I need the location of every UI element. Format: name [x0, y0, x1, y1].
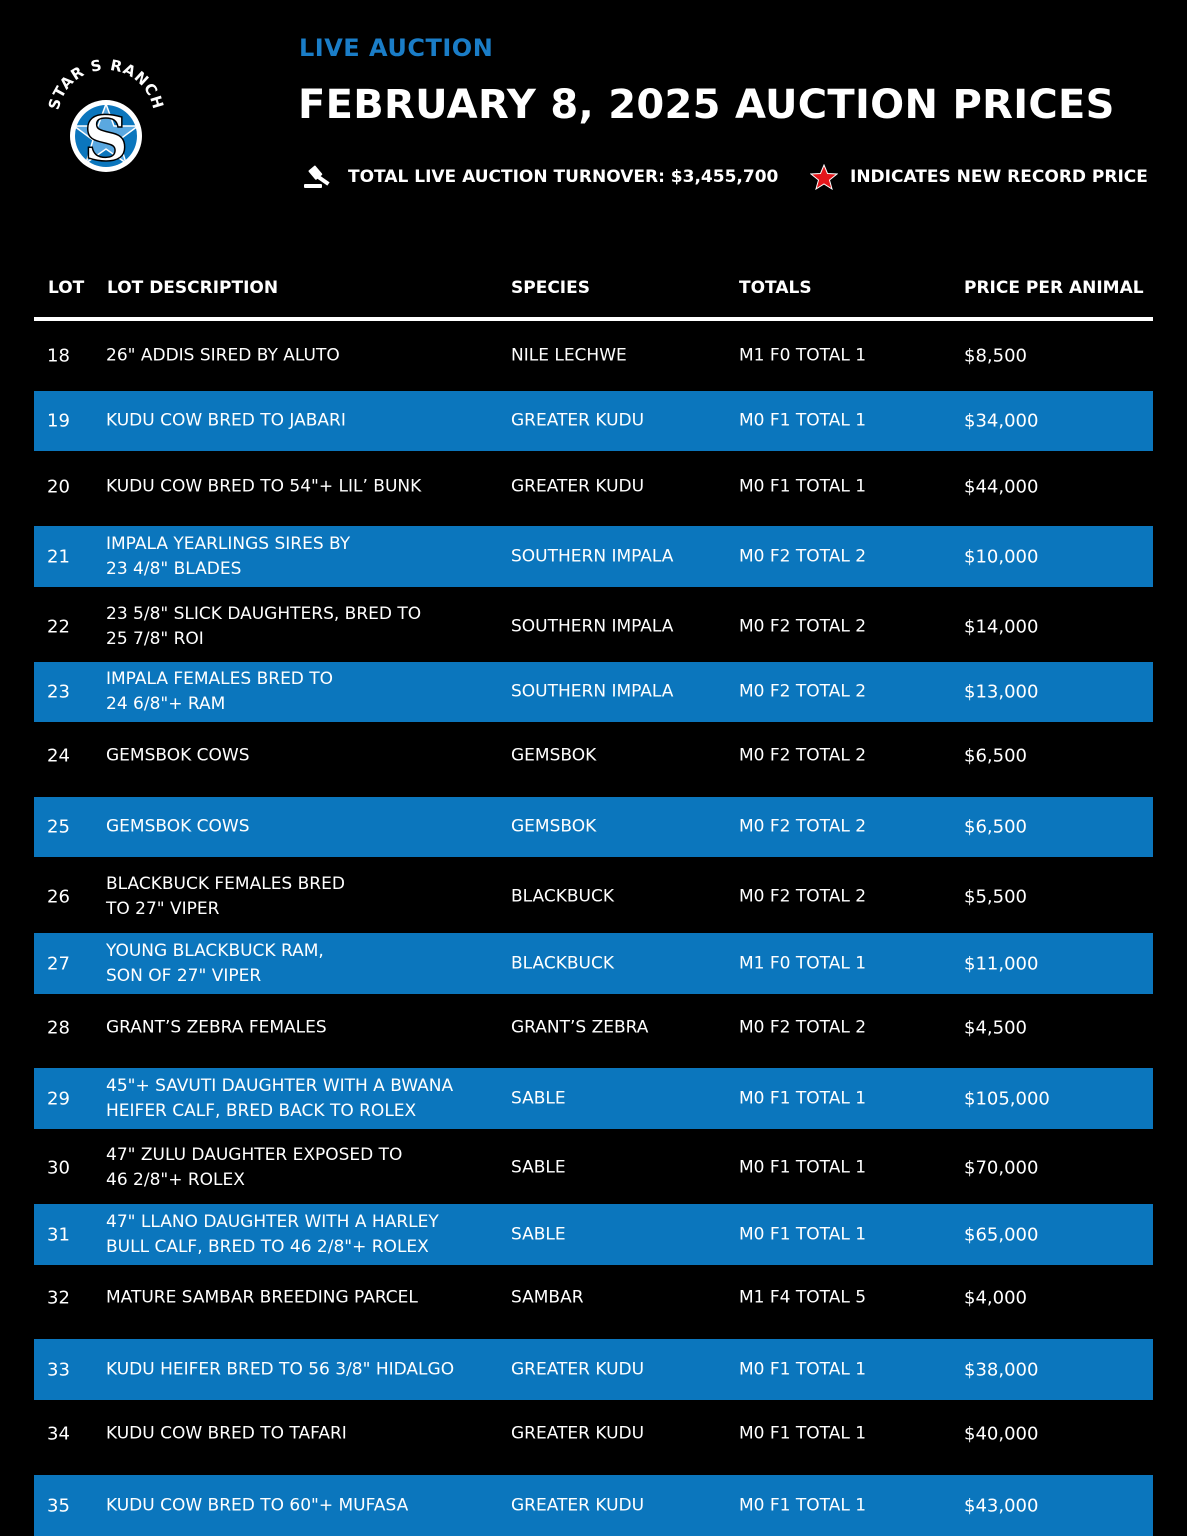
lot-number: 24	[47, 745, 70, 767]
lot-number: 30	[47, 1157, 70, 1178]
lot-number: 20	[47, 476, 70, 498]
header-divider	[34, 317, 1153, 321]
table-row	[34, 1204, 1153, 1265]
species: SABLE	[511, 1224, 566, 1244]
totals: M0 F2 TOTAL 2	[739, 816, 867, 837]
table-row	[34, 326, 1153, 385]
price-per-animal: $43,000	[964, 1495, 1039, 1516]
lot-description	[106, 1493, 496, 1518]
price-per-animal: $40,000	[964, 1423, 1039, 1445]
lot-description	[106, 872, 496, 922]
lot-description-line: IMPALA YEARLINGS SIRES BY	[106, 533, 351, 554]
lot-description	[106, 475, 496, 500]
species: GREATER KUDU	[511, 1495, 645, 1515]
lot-number: 31	[47, 1224, 70, 1245]
lot-description-line: 24 6/8"+ RAM	[106, 694, 226, 714]
lot-number: 34	[47, 1423, 70, 1445]
price-per-animal: $4,500	[964, 1017, 1027, 1039]
column-header-lot: LOT	[48, 278, 85, 298]
totals: M1 F4 TOTAL 5	[739, 1287, 867, 1308]
table-row	[34, 1268, 1153, 1328]
lot-description	[106, 409, 496, 434]
lot-description	[106, 1422, 496, 1447]
species: SOUTHERN IMPALA	[511, 616, 674, 636]
column-header-totals: TOTALS	[739, 278, 812, 298]
record-price-legend	[810, 164, 1148, 190]
price-per-animal: $4,000	[964, 1287, 1027, 1309]
table-row	[34, 725, 1153, 787]
table-row	[34, 458, 1153, 516]
table-row	[34, 662, 1153, 722]
totals: M0 F1 TOTAL 1	[739, 1359, 867, 1379]
lot-description-line: KUDU COW BRED TO 54"+ LIL’ BUNK	[106, 476, 422, 497]
lot-description-line: 47" LLANO DAUGHTER WITH A HARLEY	[106, 1211, 439, 1232]
totals: M0 F1 TOTAL 1	[739, 410, 867, 431]
record-price-text: INDICATES NEW RECORD PRICE	[850, 167, 1148, 187]
lot-description-line: HEIFER CALF, BRED BACK TO ROLEX	[106, 1100, 417, 1121]
turnover-text: TOTAL LIVE AUCTION TURNOVER: $3,455,700	[348, 167, 779, 187]
table-row	[34, 591, 1153, 662]
lot-description	[106, 1074, 496, 1124]
lot-description	[106, 1143, 496, 1193]
species: GREATER KUDU	[511, 410, 645, 431]
lot-number: 25	[47, 816, 70, 838]
species: BLACKBUCK	[511, 886, 614, 906]
species: SAMBAR	[511, 1287, 584, 1308]
lot-number: 32	[47, 1287, 70, 1309]
lot-description-line: KUDU COW BRED TO 60"+ MUFASA	[106, 1495, 409, 1515]
table-row	[34, 1339, 1153, 1400]
table-row	[34, 1131, 1153, 1204]
table-row	[34, 526, 1153, 587]
lot-description	[106, 1286, 496, 1311]
totals: M0 F2 TOTAL 2	[739, 1017, 867, 1038]
lot-number: 26	[47, 886, 70, 907]
turnover-info	[302, 164, 778, 190]
price-per-animal: $34,000	[964, 410, 1039, 432]
lot-description-line: TO 27" VIPER	[106, 898, 220, 919]
price-per-animal: $13,000	[964, 681, 1039, 703]
lot-description-line: KUDU COW BRED TO JABARI	[106, 410, 346, 431]
lot-number: 28	[47, 1017, 70, 1039]
species: GEMSBOK	[511, 745, 597, 766]
price-per-animal: $14,000	[964, 616, 1039, 637]
price-per-animal: $70,000	[964, 1157, 1039, 1178]
totals: M0 F2 TOTAL 2	[739, 745, 867, 766]
lot-description-line: SON OF 27" VIPER	[106, 965, 262, 986]
lot-description	[106, 1016, 496, 1041]
lot-description-line: 25 7/8" ROI	[106, 628, 204, 649]
page-title: FEBRUARY 8, 2025 AUCTION PRICES	[298, 82, 1115, 128]
totals: M1 F0 TOTAL 1	[739, 345, 867, 365]
totals: M0 F1 TOTAL 1	[739, 1224, 867, 1244]
species: GREATER KUDU	[511, 1359, 645, 1379]
lot-number: 22	[47, 616, 70, 637]
lot-number: 35	[47, 1495, 70, 1516]
lot-number: 27	[47, 953, 70, 974]
column-header-price: PRICE PER ANIMAL	[964, 278, 1144, 298]
totals: M0 F1 TOTAL 1	[739, 1157, 867, 1177]
species: GRANT’S ZEBRA	[511, 1017, 649, 1038]
table-row	[34, 797, 1153, 857]
price-per-animal: $10,000	[964, 546, 1039, 567]
table-row	[34, 1403, 1153, 1465]
lot-description-line: GEMSBOK COWS	[106, 816, 250, 837]
totals: M0 F1 TOTAL 1	[739, 1423, 867, 1444]
lot-description-line: 45"+ SAVUTI DAUGHTER WITH A BWANA	[106, 1075, 454, 1096]
lot-description-line: KUDU HEIFER BRED TO 56 3/8" HIDALGO	[106, 1359, 455, 1379]
red-star-icon	[810, 164, 838, 190]
lot-description-line: KUDU COW BRED TO TAFARI	[106, 1423, 347, 1444]
lot-description-line: GEMSBOK COWS	[106, 745, 250, 766]
totals: M0 F2 TOTAL 2	[739, 886, 867, 906]
species: SOUTHERN IMPALA	[511, 681, 674, 702]
lot-number: 23	[47, 681, 70, 703]
lot-description	[106, 744, 496, 769]
lot-description-line: BULL CALF, BRED TO 46 2/8"+ ROLEX	[106, 1236, 429, 1257]
price-per-animal: $6,500	[964, 816, 1027, 838]
species: BLACKBUCK	[511, 953, 614, 973]
species: NILE LECHWE	[511, 345, 627, 365]
gavel-icon	[302, 165, 336, 189]
totals: M0 F1 TOTAL 1	[739, 476, 867, 497]
table-row	[34, 933, 1153, 994]
lot-description-line: 26" ADDIS SIRED BY ALUTO	[106, 345, 340, 365]
table-row	[34, 1475, 1153, 1536]
lot-description	[106, 667, 496, 717]
lot-description-line: MATURE SAMBAR BREEDING PARCEL	[106, 1287, 418, 1308]
price-per-animal: $11,000	[964, 953, 1039, 974]
column-header-description: LOT DESCRIPTION	[107, 278, 279, 298]
lot-description	[106, 815, 496, 840]
table-row	[34, 998, 1153, 1058]
logo-text: STAR S RANCH	[44, 56, 168, 112]
lot-number: 18	[47, 345, 70, 366]
logo-letter: S	[83, 102, 129, 175]
star-s-ranch-logo	[44, 56, 168, 180]
totals: M0 F1 TOTAL 1	[739, 1495, 867, 1515]
lot-description-line: 47" ZULU DAUGHTER EXPOSED TO	[106, 1144, 403, 1165]
totals: M0 F1 TOTAL 1	[739, 1088, 867, 1108]
totals: M0 F2 TOTAL 2	[739, 616, 867, 636]
lot-description-line: YOUNG BLACKBUCK RAM,	[106, 940, 324, 961]
lot-description	[106, 532, 496, 582]
lot-number: 33	[47, 1359, 70, 1380]
species: GEMSBOK	[511, 816, 597, 837]
lot-number: 29	[47, 1088, 70, 1109]
lot-description	[106, 939, 496, 989]
totals: M1 F0 TOTAL 1	[739, 953, 867, 973]
lot-description	[106, 343, 496, 368]
price-per-animal: $38,000	[964, 1359, 1039, 1380]
lot-description-line: 23 4/8" BLADES	[106, 558, 242, 579]
table-row	[34, 860, 1153, 933]
lot-description-line: IMPALA FEMALES BRED TO	[106, 669, 334, 689]
lot-description	[106, 1210, 496, 1260]
lot-description-line: 46 2/8"+ ROLEX	[106, 1169, 245, 1190]
lot-description	[106, 1357, 496, 1382]
price-per-animal: $105,000	[964, 1088, 1050, 1109]
table-header	[34, 278, 1153, 306]
lot-number: 19	[47, 410, 70, 432]
lot-description-line: GRANT’S ZEBRA FEMALES	[106, 1017, 327, 1038]
species: GREATER KUDU	[511, 476, 645, 497]
species: SOUTHERN IMPALA	[511, 546, 674, 566]
species: SABLE	[511, 1088, 566, 1108]
lot-description-line: BLACKBUCK FEMALES BRED	[106, 873, 345, 894]
price-per-animal: $6,500	[964, 745, 1027, 767]
lot-description	[106, 602, 496, 652]
price-per-animal: $65,000	[964, 1224, 1039, 1245]
totals: M0 F2 TOTAL 2	[739, 681, 867, 702]
column-header-species: SPECIES	[511, 278, 590, 298]
totals: M0 F2 TOTAL 2	[739, 546, 867, 566]
table-row	[34, 1068, 1153, 1129]
table-row	[34, 391, 1153, 451]
price-per-animal: $44,000	[964, 476, 1039, 498]
lot-number: 21	[47, 546, 70, 567]
species: GREATER KUDU	[511, 1423, 645, 1444]
lot-description-line: 23 5/8" SLICK DAUGHTERS, BRED TO	[106, 603, 422, 624]
price-per-animal: $8,500	[964, 345, 1027, 366]
species: SABLE	[511, 1157, 566, 1177]
price-per-animal: $5,500	[964, 886, 1027, 907]
page-subtitle: LIVE AUCTION	[299, 34, 494, 62]
